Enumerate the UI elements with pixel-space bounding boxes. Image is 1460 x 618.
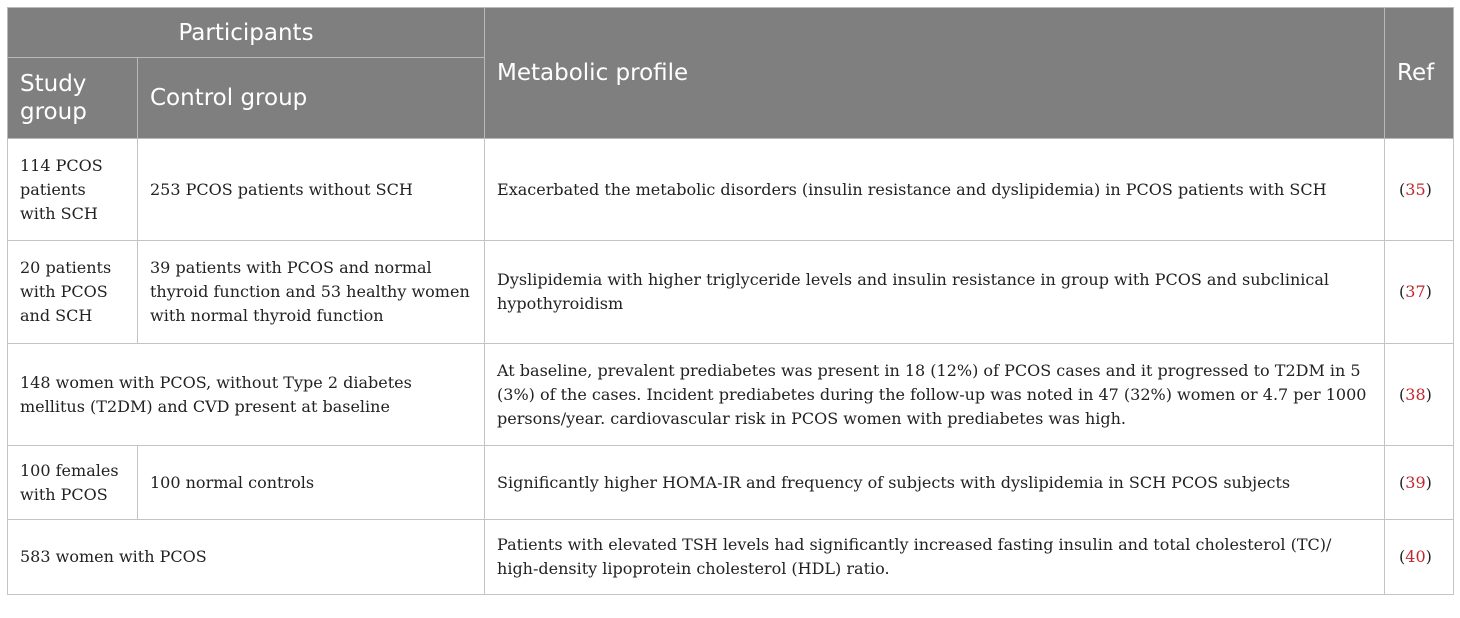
study-group-cell: 114 PCOS patients with SCH (8, 139, 138, 241)
table-row (8, 446, 1454, 520)
table-row (8, 139, 1454, 241)
metabolic-profile-cell: Exacerbated the metabolic disorders (insulin resistance and dyslipidemia) in PCOS patients with SCH (485, 139, 1385, 241)
metabolic-profile-cell: Significantly higher HOMA-IR and frequency of subjects with dyslipidemia in SCH PCOS subjects (485, 446, 1385, 520)
participants-cell: 148 women with PCOS, without Type 2 diabetes mellitus (T2DM) and CVD present at baseline (8, 344, 485, 446)
ref-link[interactable]: 40 (1405, 547, 1426, 566)
header-ref: Ref (1385, 8, 1454, 139)
study-group-cell: 100 females with PCOS (8, 446, 138, 520)
header-control-group: Control group (138, 58, 485, 139)
ref-cell: (37) (1385, 241, 1454, 344)
control-group-cell: 253 PCOS patients without SCH (138, 139, 485, 241)
ref-link[interactable]: 37 (1405, 282, 1426, 301)
metabolic-profile-cell: At baseline, prevalent prediabetes was present in 18 (12%) of PCOS cases and it progressed to T2DM in 5 (3%) of the cases. Incident prediabetes during the follow-up was noted in 47 (32%) women or 4.7 per 1000 persons/year. cardiovascular risk in PCOS women with prediabetes was high. (485, 344, 1385, 446)
header-metabolic-profile: Metabolic profile (485, 8, 1385, 139)
study-group-cell: 20 patients with PCOS and SCH (8, 241, 138, 344)
ref-cell: (40) (1385, 520, 1454, 595)
header-study-group: Study group (8, 58, 138, 139)
metabolic-profile-cell: Patients with elevated TSH levels had significantly increased fasting insulin and total cholesterol (TC)/ high-density lipoprotein cholesterol (HDL) ratio. (485, 520, 1385, 595)
ref-link[interactable]: 35 (1405, 179, 1426, 199)
metabolic-profile-cell: Dyslipidemia with higher triglyceride levels and insulin resistance in group with PCOS and subclinical hypothyroidism (485, 241, 1385, 344)
control-group-cell: 100 normal controls (138, 446, 485, 520)
ref-link[interactable]: 39 (1405, 472, 1426, 492)
table-row (8, 520, 1454, 595)
table-row (8, 344, 1454, 446)
metabolic-profile-table (7, 7, 1454, 595)
header-participants: Participants (8, 8, 485, 58)
ref-cell: (39) (1385, 446, 1454, 520)
control-group-cell: 39 patients with PCOS and normal thyroid function and 53 healthy women with normal thyroid function (138, 241, 485, 344)
participants-cell: 583 women with PCOS (8, 520, 485, 595)
table-row (8, 241, 1454, 344)
ref-cell: (35) (1385, 139, 1454, 241)
ref-cell: (38) (1385, 344, 1454, 446)
ref-link[interactable]: 38 (1405, 384, 1426, 404)
